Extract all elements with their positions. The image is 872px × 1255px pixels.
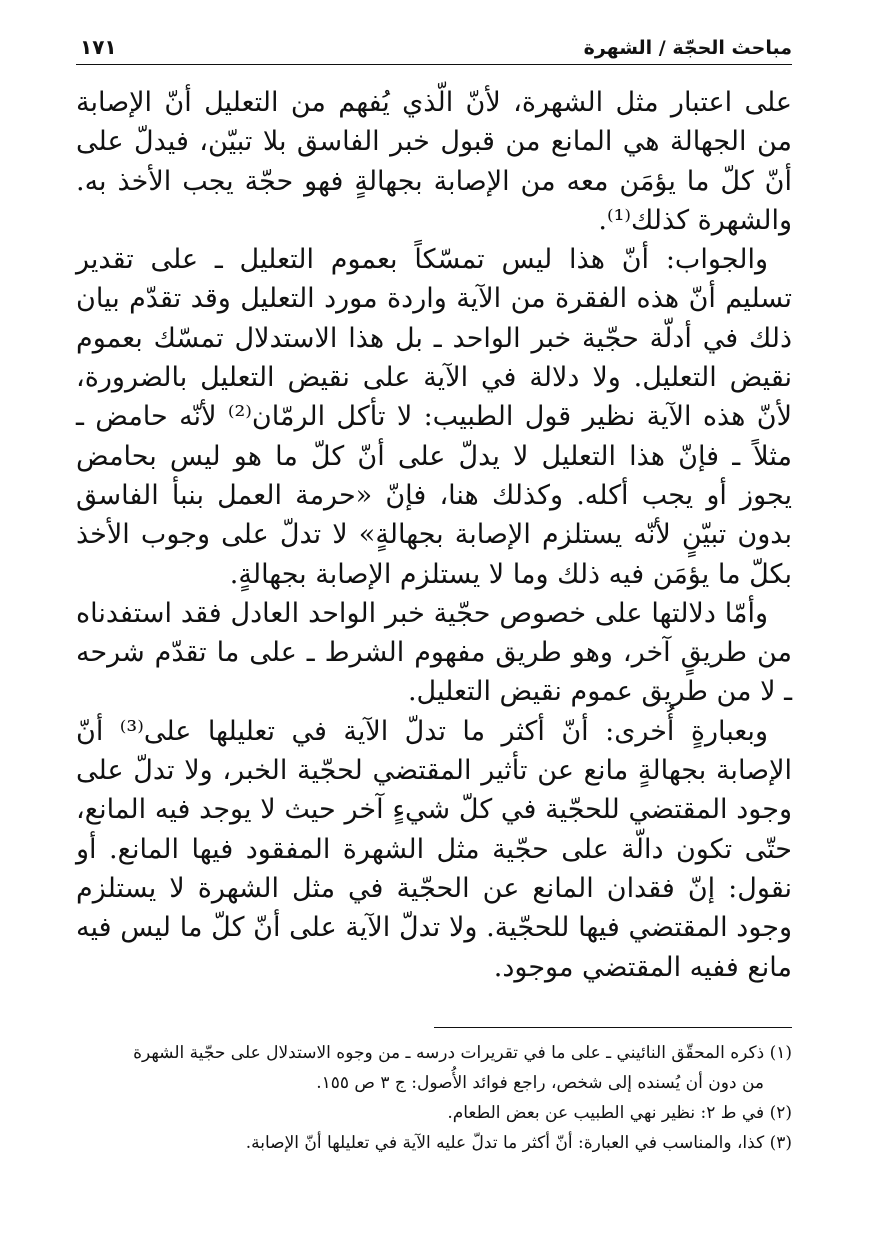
- paragraph: على اعتبار مثل الشهرة، لأنّ الّذي يُفهم من التعليل أنّ الإصابة من الجهالة هي المانع من قبول خبر الفاسق بلا تبيّن، فيدلّ على أنّ كلّ ما يؤمَن معه من الإصابة بجهالةٍ فهو حجّة يجب الأخذ به. والشهرة كذلك⁽¹⁾.: [76, 87, 792, 236]
- header-title: مباحث الحجّة / الشهرة: [583, 37, 792, 59]
- running-header: [76, 30, 792, 65]
- main-text: [76, 83, 792, 987]
- footnote-2: (٢) في ط ٢: نظير نهي الطبيب عن بعض الطعام.: [447, 1102, 792, 1123]
- page-number: ١٧١: [80, 35, 117, 59]
- footnote-1-continuation: من دون أن يُسنده إلى شخص، راجع فوائد الأُصول: ج ٣ ص ١٥٥.: [316, 1072, 764, 1093]
- paragraph: وأمّا دلالتها على خصوص حجّية خبر الواحد العادل فقد استفدناه من طريقٍ آخر، وهو طريق مفهوم الشرط ـ على ما تقدّم شرحه ـ لا من طريق عموم نقيض التعليل.: [76, 597, 792, 708]
- footnotes: [76, 1038, 792, 1158]
- footnote-divider: [434, 1027, 792, 1028]
- paragraph: وبعبارةٍ أُخرى: أنّ أكثر ما تدلّ الآية في تعليلها على⁽³⁾ أنّ الإصابة بجهالةٍ مانع عن تأثير المقتضي لحجّية الخبر، ولا تدلّ على وجود المقتضي للحجّية في كلّ شيءٍ آخر حيث لا يوجد فيه المانع، حتّى تكون دالّة على حجّية مثل الشهرة المفقود فيها المانع. أو نقول: إنّ فقدان المانع عن الحجّية في مثل الشهرة لا يستلزم وجود المقتضي فيها للحجّية. ولا تدلّ الآية على أنّ كلّ ما ليس فيه مانع ففيه المقتضي موجود.: [76, 715, 792, 983]
- footnote-1: (١) ذكره المحقّق النائيني ـ على ما في تقريرات درسه ـ من وجوه الاستدلال على حجّية الشهرة: [133, 1042, 792, 1063]
- book-page: [76, 30, 792, 1158]
- paragraph: والجواب: أنّ هذا ليس تمسّكاً بعموم التعليل ـ على تقدير تسليم أنّ هذه الفقرة من الآية واردة مورد التعليل وقد تقدّم بيان ذلك في أدلّة حجّية خبر الواحد ـ بل هذا الاستدلال تمسّك بعموم نقيض التعليل. ولا دلالة في الآية على نقيض التعليل بالضرورة، لأنّ هذه الآية نظير قول الطبيب: لا تأكل الرمّان⁽²⁾ لأنّه حامض ـ مثلاً ـ فإنّ هذا التعليل لا يدلّ على أنّ كلّ ما هو ليس بحامض يجوز أو يجب أكله. وكذلك هنا، فإنّ «حرمة العمل بنبأ الفاسق بدون تبيّنٍ لأنّه يستلزم الإصابة بجهالةٍ» لا تدلّ على وجوب الأخذ بكلّ ما يؤمَن فيه ذلك وما لا يستلزم الإصابة بجهالةٍ.: [76, 244, 792, 590]
- footnote-3: (٣) كذا، والمناسب في العبارة: أنّ أكثر ما تدلّ عليه الآية في تعليلها أنّ الإصابة.: [245, 1132, 792, 1153]
